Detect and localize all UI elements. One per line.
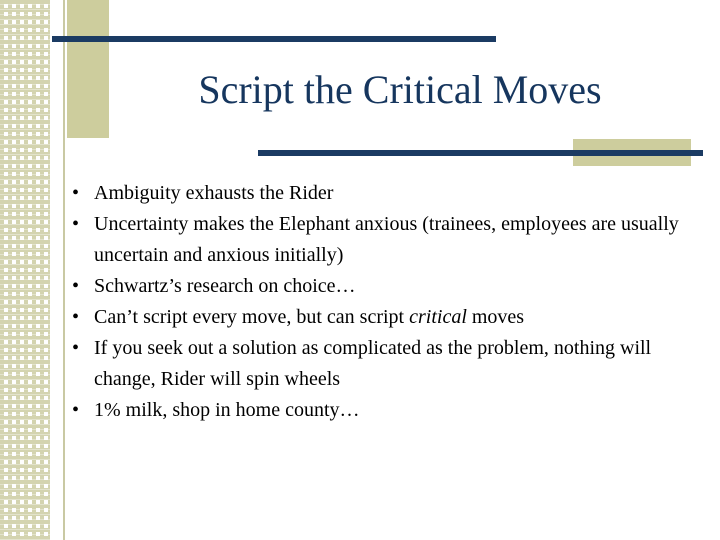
bullet-text: Uncertainty makes the Elephant anxious (trainees, employees are usually uncertain and anxious initially) bbox=[94, 213, 679, 266]
bullet-text-prefix: Can’t script every move, but can script bbox=[94, 306, 410, 328]
title-rule-top bbox=[52, 36, 496, 42]
bullet-item bbox=[72, 271, 697, 302]
bullet-marker: • bbox=[72, 182, 80, 204]
bullet-item bbox=[72, 333, 697, 395]
bullet-item bbox=[72, 302, 697, 333]
title-rule-bottom bbox=[258, 150, 703, 156]
decorative-block-top bbox=[67, 0, 109, 138]
bullet-text: Ambiguity exhausts the Rider bbox=[94, 182, 334, 204]
bullet-marker: • bbox=[72, 306, 80, 328]
bullet-text-suffix: moves bbox=[466, 306, 525, 328]
slide-title: Script the Critical Moves bbox=[198, 67, 602, 112]
bullet-text-emphasis: critical bbox=[409, 306, 467, 328]
decorative-vertical-line bbox=[63, 0, 65, 540]
bullet-marker: • bbox=[72, 213, 80, 235]
decorative-grid-overlay bbox=[0, 0, 50, 540]
bullet-item bbox=[72, 178, 697, 209]
bullet-item bbox=[72, 395, 697, 426]
bullet-text: Schwartz’s research on choice… bbox=[94, 275, 356, 297]
bullet-marker: • bbox=[72, 275, 80, 297]
bullet-marker: • bbox=[72, 337, 80, 359]
bullet-text: 1% milk, shop in home county… bbox=[94, 399, 360, 421]
bullet-item bbox=[72, 209, 697, 271]
bullet-text: If you seek out a solution as complicated as the problem, nothing will change, Rider will spin wheels bbox=[94, 337, 652, 390]
bullet-list bbox=[72, 178, 697, 426]
bullet-marker: • bbox=[72, 399, 80, 421]
